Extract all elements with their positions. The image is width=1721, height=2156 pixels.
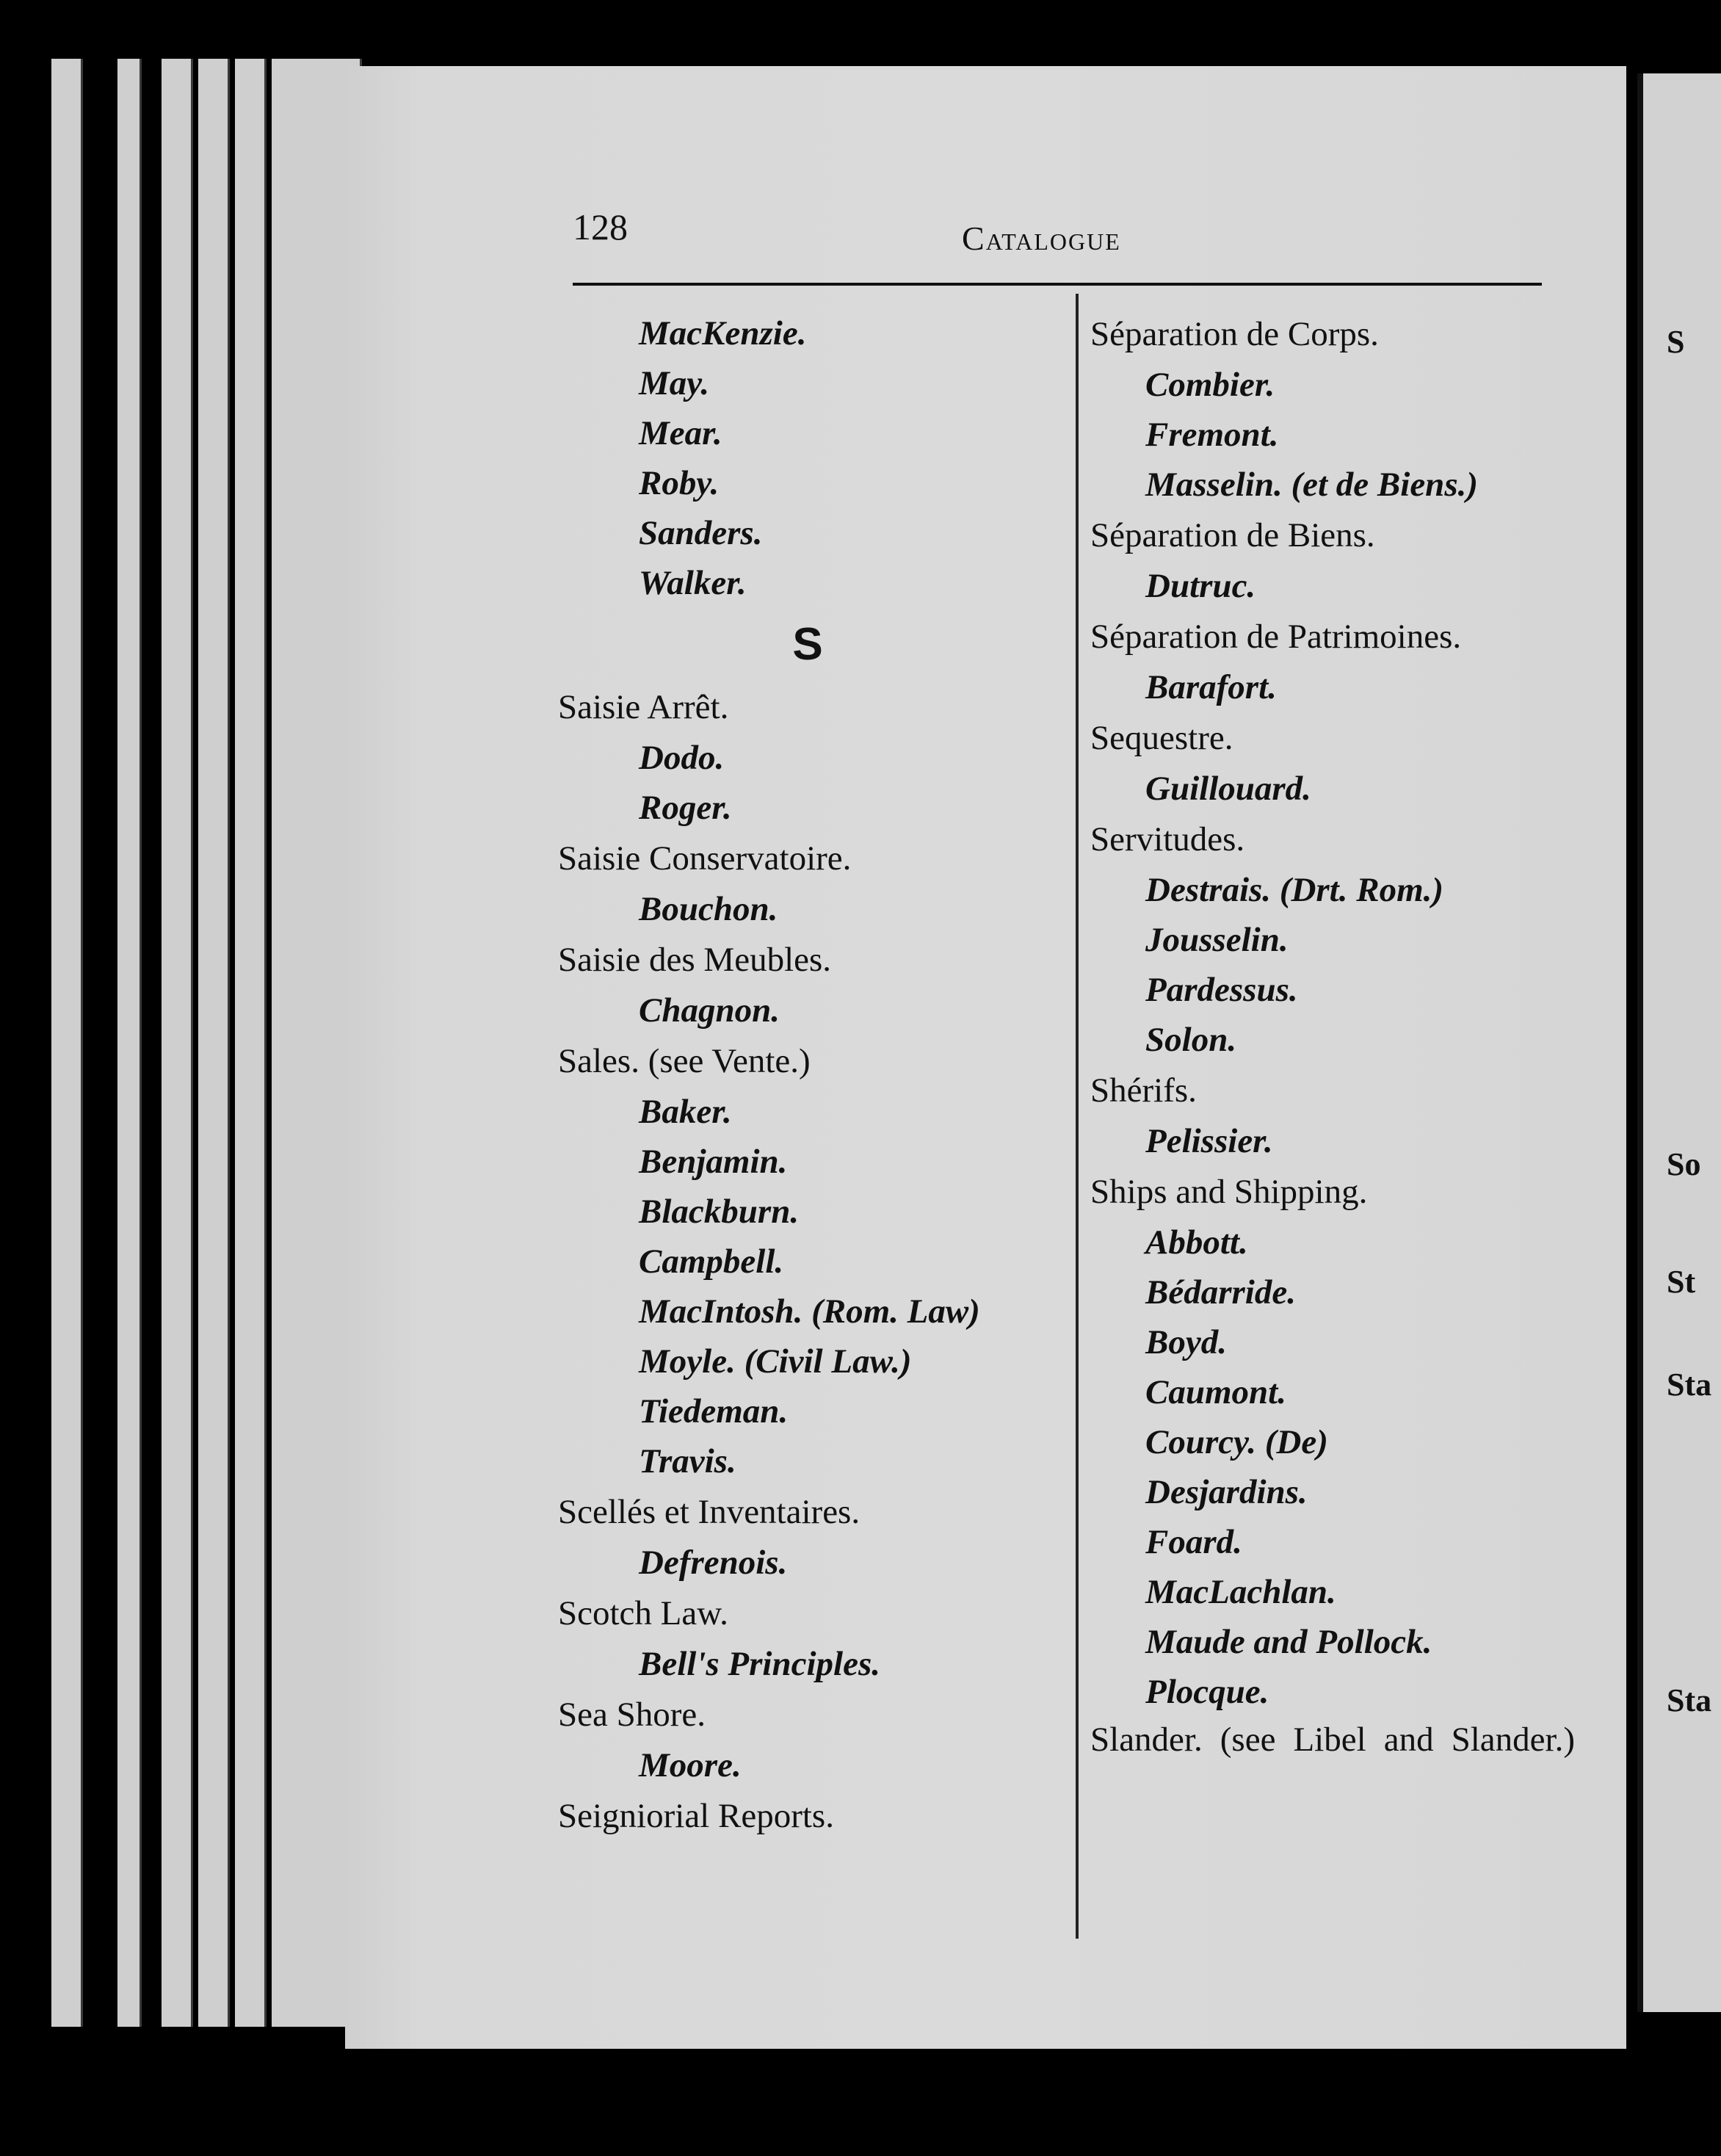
- author-entry: Boyd.: [1145, 1323, 1227, 1361]
- author-entry: Mear.: [639, 414, 722, 452]
- author-entry: MacKenzie.: [639, 314, 807, 352]
- author-entry: Chagnon.: [639, 991, 780, 1030]
- author-entry: Roby.: [639, 464, 720, 502]
- page-block-edges: [51, 59, 360, 2027]
- right-column: [1065, 308, 1593, 1762]
- author-entry: MacLachlan.: [1145, 1573, 1336, 1611]
- author-entry: Pelissier.: [1145, 1122, 1273, 1160]
- author-entry: Caumont.: [1145, 1373, 1286, 1411]
- author-entry: May.: [639, 364, 710, 402]
- facing-page-fragment: S: [1667, 324, 1685, 360]
- author-entry: Bédarride.: [1145, 1273, 1296, 1312]
- subject-heading: Sequestre.: [1090, 719, 1233, 757]
- author-entry: Blackburn.: [639, 1193, 800, 1231]
- author-entry: Tiedeman.: [639, 1392, 789, 1430]
- author-entry: Abbott.: [1145, 1223, 1248, 1262]
- author-entry: Maude and Pollock.: [1145, 1623, 1432, 1661]
- running-header-title: Catalogue: [962, 220, 1121, 257]
- facing-page-fragment: Sta: [1667, 1682, 1712, 1718]
- author-entry: Benjamin.: [639, 1143, 788, 1181]
- author-entry: Moore.: [639, 1746, 742, 1784]
- author-entry: Campbell.: [639, 1242, 784, 1281]
- author-entry: MacIntosh. (Rom. Law): [639, 1292, 980, 1331]
- author-entry: Barafort.: [1145, 668, 1277, 706]
- author-entry: Desjardins.: [1145, 1473, 1308, 1511]
- facing-page-fragment: Sta: [1667, 1367, 1712, 1403]
- author-entry: Sanders.: [639, 514, 763, 552]
- subject-heading: Séparation de Patrimoines.: [1090, 618, 1462, 656]
- subject-heading: Scotch Law.: [558, 1594, 728, 1632]
- author-entry: Pardessus.: [1145, 971, 1298, 1009]
- subject-heading: Saisie des Meubles.: [558, 941, 832, 979]
- header-rule: [573, 283, 1542, 286]
- author-entry: Moyle. (Civil Law.): [639, 1342, 912, 1381]
- author-entry: Defrenois.: [639, 1544, 788, 1582]
- author-entry: Dutruc.: [1145, 567, 1256, 605]
- author-entry: Combier.: [1145, 366, 1275, 404]
- subject-heading: Seigniorial Reports.: [558, 1797, 834, 1835]
- subject-heading: Séparation de Biens.: [1090, 516, 1375, 554]
- author-entry: Dodo.: [639, 739, 725, 777]
- subject-heading: Shérifs.: [1090, 1071, 1197, 1110]
- author-entry: Baker.: [639, 1093, 732, 1131]
- author-entry: Masselin. (et de Biens.): [1145, 466, 1479, 504]
- subject-heading: Saisie Conservatoire.: [558, 839, 852, 878]
- author-entry: Guillouard.: [1145, 770, 1311, 808]
- subject-heading: Slander. (see Libel and Slander.): [1090, 1721, 1575, 1759]
- facing-page-fragment: So: [1667, 1146, 1701, 1182]
- author-entry: Jousselin.: [1145, 921, 1289, 959]
- subject-heading: Saisie Arrêt.: [558, 688, 729, 726]
- subject-heading: Ships and Shipping.: [1090, 1173, 1368, 1211]
- left-column: [543, 308, 1057, 1842]
- author-entry: Roger.: [639, 789, 732, 827]
- subject-heading: Scellés et Inventaires.: [558, 1493, 860, 1531]
- facing-page-fragment: St: [1667, 1264, 1696, 1300]
- section-letter: S: [792, 619, 823, 670]
- page-number: 128: [573, 206, 628, 247]
- author-entry: Foard.: [1145, 1523, 1242, 1561]
- facing-page-edge: [1637, 73, 1721, 2012]
- subject-heading: Servitudes.: [1090, 820, 1245, 858]
- author-entry: Destrais. (Drt. Rom.): [1145, 871, 1444, 909]
- subject-heading: Séparation de Corps.: [1090, 315, 1379, 353]
- author-entry: Travis.: [639, 1442, 736, 1480]
- subject-heading: Sea Shore.: [558, 1696, 706, 1734]
- author-entry: Bell's Principles.: [639, 1645, 880, 1683]
- author-entry: Plocque.: [1145, 1673, 1269, 1711]
- author-entry: Fremont.: [1145, 416, 1279, 454]
- author-entry: Courcy. (De): [1145, 1423, 1328, 1461]
- author-entry: Solon.: [1145, 1021, 1237, 1059]
- author-entry: Bouchon.: [639, 890, 778, 928]
- author-entry: Walker.: [639, 564, 747, 602]
- subject-heading: Sales. (see Vente.): [558, 1042, 811, 1080]
